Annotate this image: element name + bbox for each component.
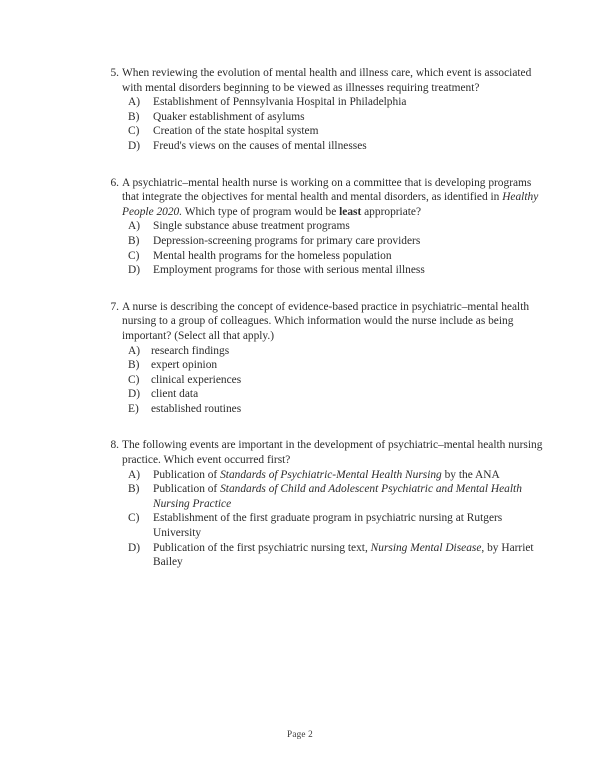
question-number: 5. — [110, 67, 119, 79]
option-text: clinical experiences — [151, 373, 242, 386]
option-C[interactable] — [128, 373, 548, 388]
option-text: Publication of Standards of Psychiatric-Mental Health Nursing by the ANA — [153, 468, 500, 481]
question-7 — [104, 300, 548, 417]
option-list — [104, 219, 548, 277]
option-letter: B) — [128, 483, 140, 496]
option-text: Depression-screening programs for primary care providers — [153, 234, 421, 247]
question-stem — [104, 176, 548, 220]
option-list — [104, 344, 548, 417]
option-letter: A) — [128, 344, 141, 357]
option-text: research findings — [151, 344, 230, 357]
question-stem — [104, 66, 548, 95]
option-letter: C) — [128, 125, 140, 138]
option-text: expert opinion — [151, 359, 218, 372]
question-stem-text: The following events are important in the development of psychiatric–mental health nursing practice. Which event occurred first? — [122, 439, 543, 467]
question-list — [104, 66, 548, 592]
option-letter: D) — [128, 541, 141, 554]
option-text: Employment programs for those with serious mental illness — [153, 264, 425, 277]
option-text: Single substance abuse treatment programs — [153, 220, 350, 233]
option-D[interactable] — [128, 541, 548, 570]
option-letter: A) — [128, 96, 141, 109]
option-B[interactable] — [128, 358, 548, 373]
option-text: Freud's views on the causes of mental illnesses — [153, 139, 367, 152]
option-A[interactable] — [128, 344, 548, 359]
option-C[interactable] — [128, 124, 548, 139]
question-stem-text: A psychiatric–mental health nurse is working on a committee that is developing programs that integrate the objectives for mental health and mental disorders, as identified in Healthy People 2020. Which type of program would be least appropriate? — [122, 176, 539, 218]
option-A[interactable] — [128, 468, 548, 483]
option-letter: C) — [128, 373, 140, 386]
option-letter: B) — [128, 359, 140, 372]
option-letter: D) — [128, 139, 141, 152]
option-A[interactable] — [128, 95, 548, 110]
question-stem — [104, 300, 548, 344]
question-number: 8. — [110, 439, 119, 452]
option-C[interactable] — [128, 249, 548, 264]
question-stem-text: A nurse is describing the concept of evidence-based practice in psychiatric–mental health nursing to a group of colleagues. Which information would the nurse include as being important? (Select all that apply.) — [122, 300, 530, 342]
option-letter: A) — [128, 468, 141, 481]
option-text: Publication of the first psychiatric nursing text, Nursing Mental Disease, by Harriet Bailey — [153, 541, 534, 569]
option-C[interactable] — [128, 511, 548, 540]
option-letter: D) — [128, 388, 141, 401]
question-stem — [104, 438, 548, 467]
question-5 — [104, 66, 548, 154]
option-text: Establishment of the first graduate program in psychiatric nursing at Rutgers University — [153, 512, 503, 540]
option-text: client data — [151, 388, 199, 401]
option-letter: C) — [128, 249, 140, 262]
option-B[interactable] — [128, 234, 548, 249]
option-B[interactable] — [128, 110, 548, 125]
option-E[interactable] — [128, 402, 548, 417]
option-list — [104, 468, 548, 570]
option-letter: A) — [128, 220, 141, 233]
option-letter: D) — [128, 264, 141, 277]
option-text: established routines — [151, 402, 242, 415]
option-text: Creation of the state hospital system — [153, 125, 319, 138]
option-text: Quaker establishment of asylums — [153, 110, 305, 123]
option-A[interactable] — [128, 219, 548, 234]
question-stem-text: When reviewing the evolution of mental health and illness care, which event is associated with mental disorders beginning to be viewed as illnesses requiring treatment? — [122, 67, 532, 94]
question-number: 6. — [110, 176, 119, 189]
question-number: 7. — [110, 300, 119, 313]
option-text: Publication of Standards of Child and Adolescent Psychiatric and Mental Health Nursing Practice — [153, 483, 522, 510]
option-D[interactable] — [128, 139, 548, 154]
option-letter: B) — [128, 234, 140, 247]
option-text: Mental health programs for the homeless population — [153, 249, 392, 262]
option-letter: B) — [128, 110, 140, 123]
option-B[interactable] — [128, 482, 548, 511]
option-D[interactable] — [128, 387, 548, 402]
option-list — [104, 95, 548, 153]
option-text: Establishment of Pennsylvania Hospital in Philadelphia — [153, 96, 407, 109]
option-D[interactable] — [128, 263, 548, 278]
option-letter: C) — [128, 512, 140, 525]
question-6 — [104, 176, 548, 278]
page-footer: Page 2 — [287, 729, 313, 739]
option-letter: E) — [128, 402, 139, 415]
question-8 — [104, 438, 548, 569]
